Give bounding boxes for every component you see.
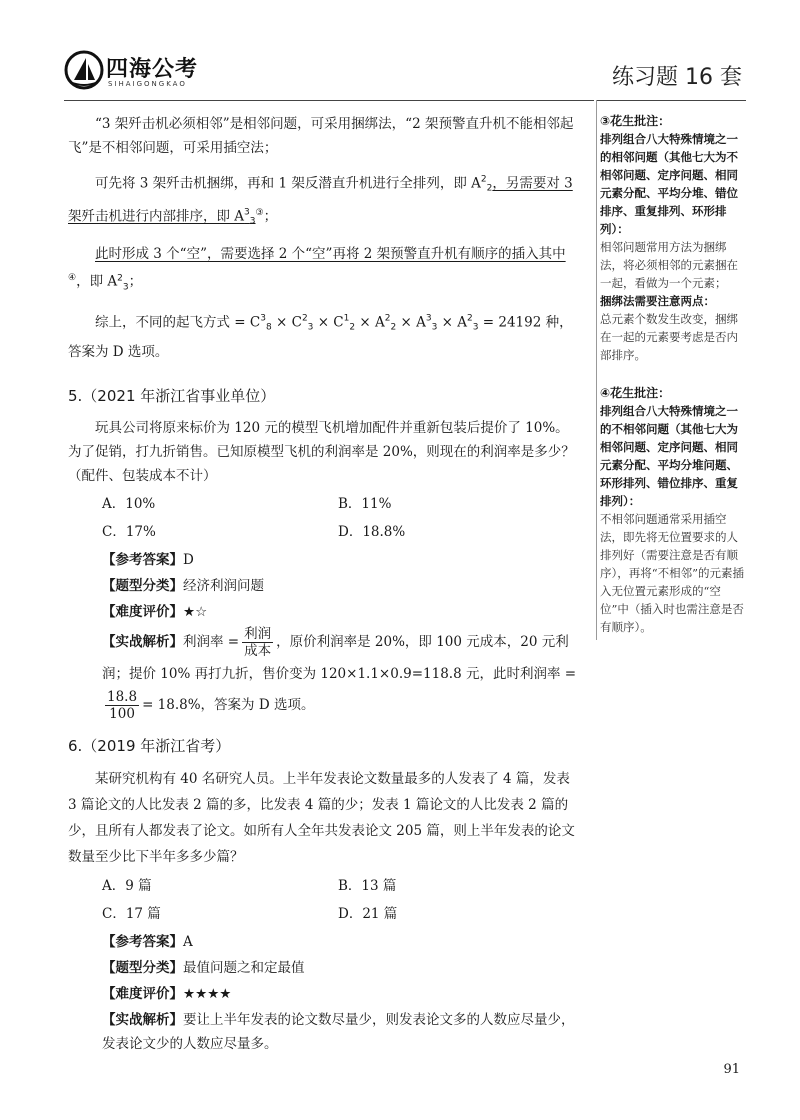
option-row xyxy=(68,492,580,516)
option-a: A．9 篇 xyxy=(102,878,152,894)
previous-solution xyxy=(68,112,580,364)
question-title: 6.（2019 年浙江省考） xyxy=(68,737,231,755)
option-row xyxy=(68,874,580,898)
option-d: D．18.8% xyxy=(338,524,406,540)
solution-paragraph: “3 架歼击机必须相邻”是相邻问题，可采用捆绑法，“2 架预警直升机不能相邻起飞”是不相邻问题，可采用插空法； xyxy=(68,116,574,156)
sidebar-divider xyxy=(596,100,597,640)
logo-text: 四海公考 xyxy=(106,57,199,82)
header-divider xyxy=(64,100,594,101)
note-text: 不相邻问题通常采用插空法，即先将无位置要求的人排列好（需要注意是否有顺序），再将“不相邻”的元素插入无位置元素形成的“空位”中（插入时也需注意是否有顺序）。 xyxy=(600,512,745,634)
note-text: 相邻问题常用方法为捆绑法，将必须相邻的元素捆在一起，看做为一个元素； xyxy=(600,240,738,290)
difficulty-line: 【难度评价】★★★★ xyxy=(102,986,232,1002)
difficulty-line: 【难度评价】★☆ xyxy=(102,604,208,620)
option-d: D．21 篇 xyxy=(338,906,398,922)
analysis-paragraph: 【实战解析】要让上半年发表的论文数尽量少，则发表论文多的人数应尽量少，发表论文少的人数应尽量多。 xyxy=(102,1012,575,1052)
solution-paragraph: 此时形成 3 个“空”，需要选择 2 个“空”再将 2 架预警直升机有顺序的插入其中④，即 $A^2_3$； xyxy=(68,246,566,293)
note-bold-text: 排列组合八大特殊情境之一的不相邻问题（其他七大为相邻问题、定序问题、相同元素分配、平均分堆问题、环形排列、错位排序、重复排列）： xyxy=(600,404,738,508)
option-row xyxy=(68,902,580,926)
note-bold-text: 排列组合八大特殊情境之一的相邻问题（其他七大为不相邻问题、定序问题、相同元素分配、平均分堆、错位排序、重复排列、环形排列）： xyxy=(600,132,738,236)
logo-subtitle: SIHAIGONGKAO xyxy=(108,80,187,88)
solution-conclusion: 综上，不同的起飞方式 = $C^3_8 \times C^2_3 \times C^1_2 \times A^2_2 \times A^3_3 \times A^2_3 = 24192$ 种，答案为 D 选项。 xyxy=(68,314,573,361)
logo xyxy=(64,48,224,94)
page-number: 91 xyxy=(723,1062,740,1077)
solution-paragraph: 可先将 3 架歼击机捆绑，再和 1 架反潜直升机进行全排列，即 $A^2_2$，另需要对 3 架歼击机进行内部排序，即 $A^3_3^③$； xyxy=(68,175,573,228)
question-stem: 某研究机构有 40 名研究人员。上半年发表论文数量最多的人发表了 4 篇，发表 3 篇论文的人比发表 2 篇的多，比发表 4 篇的少；发表 1 篇论文的人比发表 2 篇的少，且所有人都发表了论文。如所有人全年共发表论文 205 篇，则上半年发表的论文数量至少比下半年多多少篇？ xyxy=(68,771,575,865)
note-bold-text: 捆绑法需要注意两点： xyxy=(600,294,715,308)
sidebar-note-4 xyxy=(600,384,748,636)
option-c: C．17 篇 xyxy=(102,906,161,922)
answer-line: 【参考答案】A xyxy=(102,934,193,950)
page-header-title: 练习题 16 套 xyxy=(612,65,742,90)
option-a: A．10% xyxy=(102,496,156,512)
option-c: C．17% xyxy=(102,524,156,540)
option-b: B．13 篇 xyxy=(338,878,397,894)
answer-line: 【参考答案】D xyxy=(102,552,194,568)
option-b: B．11% xyxy=(338,496,392,512)
type-line: 【题型分类】经济利润问题 xyxy=(102,578,264,594)
question-5 xyxy=(68,384,580,722)
note-heading: ④花生批注： xyxy=(600,386,671,400)
note-text: 总元素个数发生改变，捆绑在一起的元素要考虑是否内部排序。 xyxy=(600,312,738,362)
sidebar-note-3 xyxy=(600,112,748,364)
analysis-paragraph: 【实战解析】利润率 = $\frac{\text{利润}}{\text{成本}}$ ，原价利润率是 20%，即 100 元成本，20 元利润；提价 10% 再打九折，售价变为 120×1.1×0.9=118.8 元，此时利润率 = $\frac{18.8}{100}$ = 18.8%，答案为 D 选项。 xyxy=(102,626,577,722)
note-heading: ③花生批注： xyxy=(600,114,671,128)
type-line: 【题型分类】最值问题之和定最值 xyxy=(102,960,305,976)
option-row xyxy=(68,520,580,544)
question-title: 5.（2021 年浙江省事业单位） xyxy=(68,387,276,405)
sail-logo-icon xyxy=(64,50,104,90)
question-6 xyxy=(68,734,580,1056)
question-stem: 玩具公司将原来标价为 120 元的模型飞机增加配件并重新包装后提价了 10%。为了促销，打九折销售。已知原模型飞机的利润率是 20%，则现在的利润率是多少？（配件、包装成本不计） xyxy=(68,420,575,484)
header-divider-side xyxy=(596,100,746,101)
